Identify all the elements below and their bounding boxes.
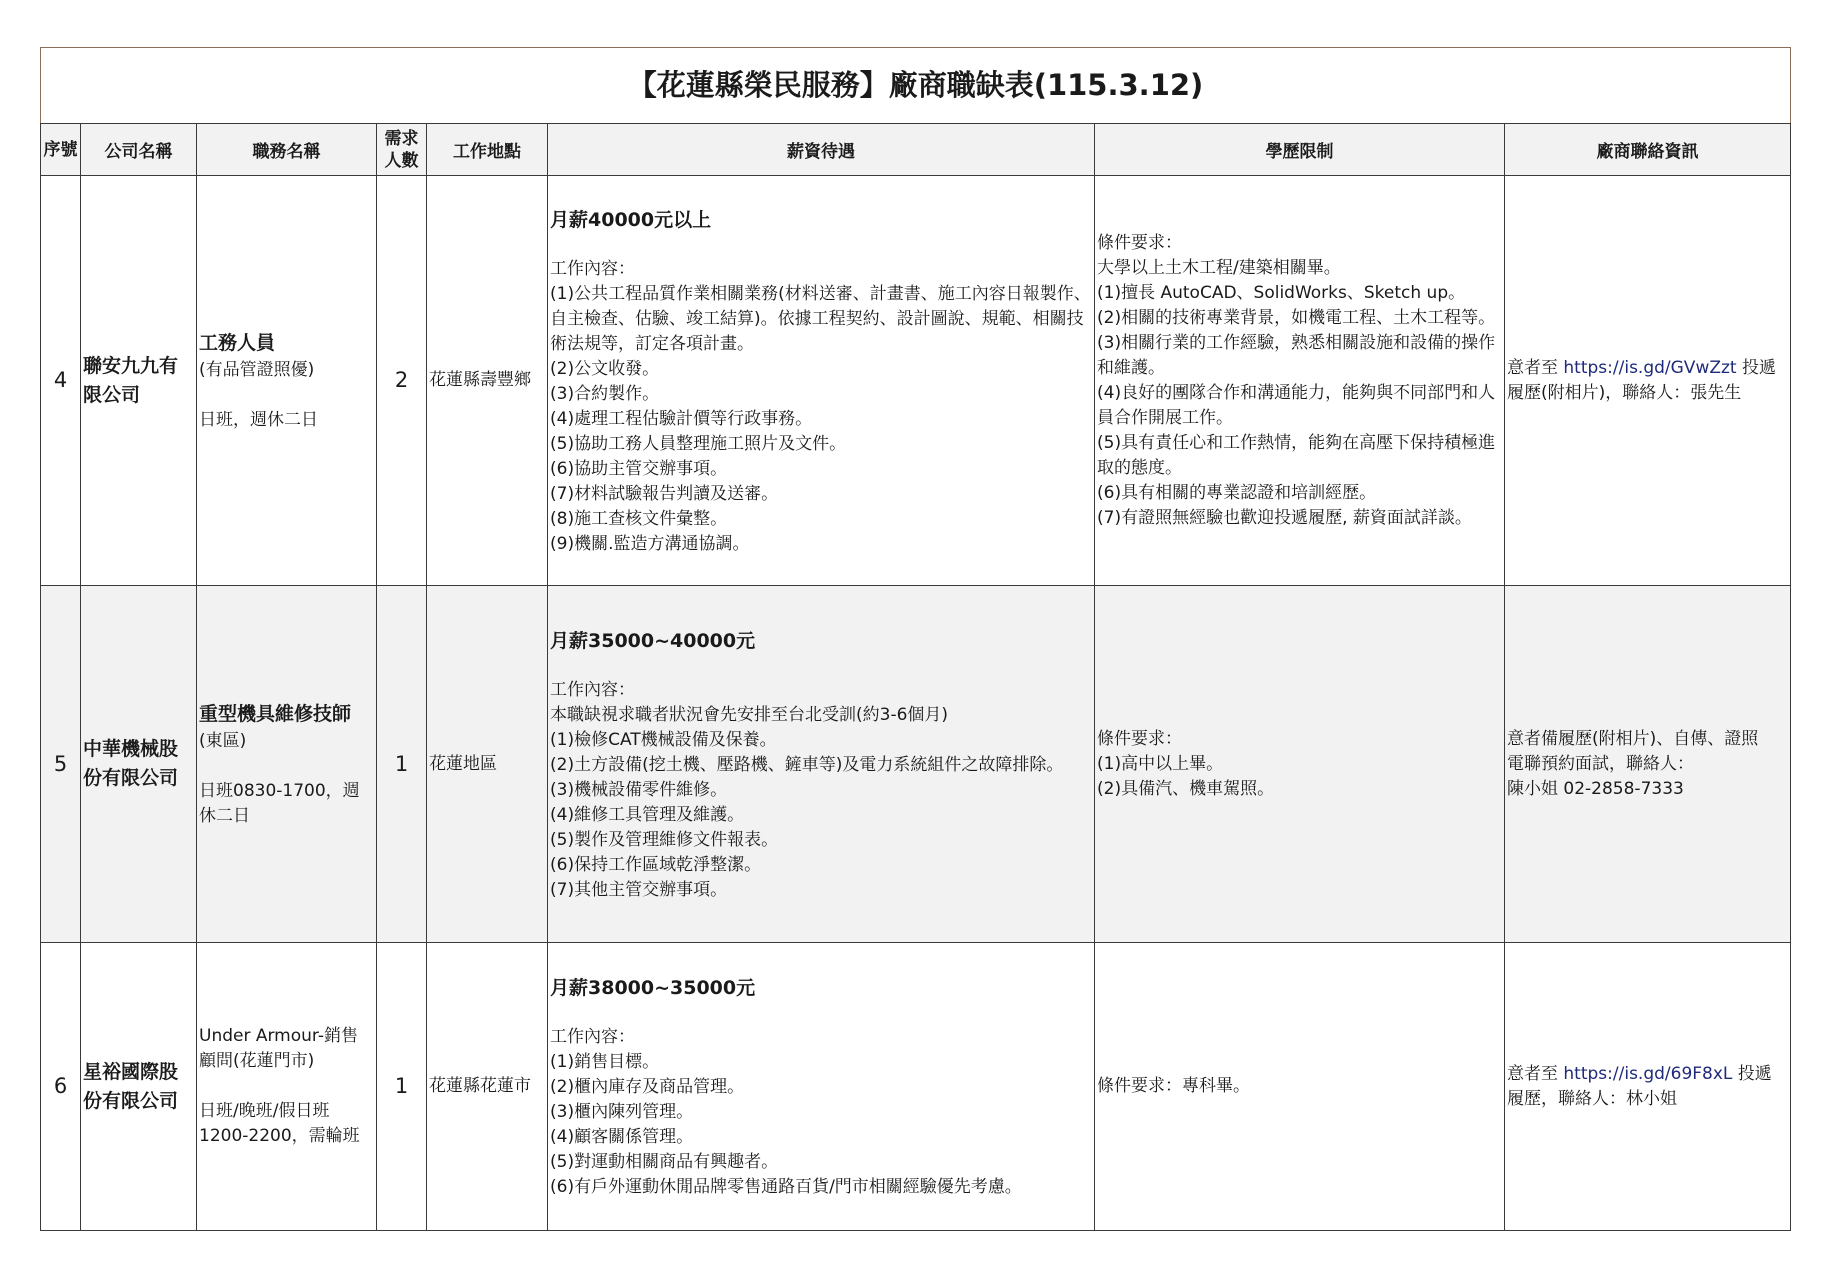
contact-cell [1505, 176, 1791, 586]
requirement-line: (6)具有相關的專業認證和培訓經歷。 [1097, 482, 1377, 503]
job-title: Under Armour-銷售顧問(花蓮門市) [199, 1026, 358, 1071]
header-company: 公司名稱 [81, 124, 197, 176]
job-note: (有品管證照優) [199, 360, 315, 380]
apply-link[interactable]: https://is.gd/69F8xL [1563, 1063, 1733, 1084]
duty-line: (5)協助工務人員整理施工照片及文件。 [550, 433, 847, 454]
contact-cell [1505, 943, 1791, 1231]
contact-text: 投遞履歷(附相片)，聯絡人：張先生 [1507, 357, 1776, 403]
requirement-line: (1)擅長 AutoCAD、SolidWorks、Sketch up。 [1097, 282, 1466, 303]
header-contact: 廠商聯絡資訊 [1505, 124, 1791, 176]
job-cell [197, 586, 377, 943]
duty-line: (5)製作及管理維修文件報表。 [550, 829, 779, 850]
requirement-line: (2)相關的技術專業背景，如機電工程、土木工程等。 [1097, 307, 1496, 328]
education-cell [1095, 586, 1505, 943]
header-location: 工作地點 [427, 124, 548, 176]
headcount: 2 [377, 176, 427, 586]
work-location: 花蓮地區 [427, 586, 548, 943]
requirement-line: (5)具有責任心和工作熱情，能夠在高壓下保持積極進取的態度。 [1097, 432, 1496, 478]
duty-line: (3)合約製作。 [550, 383, 660, 404]
contact-cell [1505, 586, 1791, 943]
contact-line: 電聯預約面試，聯絡人： [1507, 753, 1694, 774]
contact-line: 意者備履歷(附相片)、自傳、證照 [1507, 728, 1759, 749]
company-name: 聯安九九有限公司 [81, 176, 197, 586]
duty-line: (4)處理工程估驗計價等行政事務。 [550, 408, 813, 429]
duty-line: (1)檢修CAT機械設備及保養。 [550, 729, 777, 750]
header-seq: 序號 [41, 124, 81, 176]
header-count: 需求人數 [377, 124, 427, 176]
salary-title: 月薪35000~40000元 [550, 629, 756, 652]
duty-line: (7)其他主管交辦事項。 [550, 879, 728, 900]
row-seq: 5 [41, 586, 81, 943]
duty-line: (6)協助主管交辦事項。 [550, 458, 728, 479]
duty-line: 本職缺視求職者狀況會先安排至台北受訓(約3-6個月) [550, 704, 949, 725]
requirement-line: 條件要求： [1097, 232, 1182, 253]
duty-line: (7)材料試驗報告判讀及送審。 [550, 483, 779, 504]
requirement-line: (1)高中以上畢。 [1097, 753, 1224, 774]
duty-line: (2)櫃內庫存及商品管理。 [550, 1077, 745, 1097]
job-schedule: 日班/晚班/假日班1200-2200，需輪班 [199, 1101, 360, 1146]
job-table-sheet [40, 47, 1790, 1231]
page-title: 【花蓮縣榮民服務】廠商職缺表(115.3.12) [41, 48, 1791, 124]
contact-text: 意者至 [1507, 1063, 1564, 1084]
contact-line: 陳小姐 02-2858-7333 [1507, 778, 1684, 799]
company-name: 星裕國際股份有限公司 [81, 943, 197, 1231]
contact-text: 意者至 [1507, 357, 1564, 378]
requirement-line: (3)相關行業的工作經驗，熟悉相關設施和設備的操作和維護。 [1097, 332, 1496, 378]
requirement-line: (7)有證照無經驗也歡迎投遞履歷, 薪資面試詳談。 [1097, 507, 1472, 528]
duty-line: (1)銷售目標。 [550, 1052, 660, 1072]
contact-text: 投遞履歷，聯絡人：林小姐 [1507, 1063, 1772, 1109]
duty-line: (4)維修工具管理及維護。 [550, 804, 745, 825]
job-title: 工務人員 [199, 332, 276, 354]
job-note: (東區) [199, 731, 247, 751]
duty-line: (2)公文收發。 [550, 358, 660, 379]
duty-line: 工作內容： [550, 258, 635, 279]
work-location: 花蓮縣花蓮市 [427, 943, 548, 1231]
duty-line: 工作內容： [550, 679, 635, 700]
table-row [41, 586, 1791, 943]
duty-line: (6)有戶外運動休閒品牌零售通路百貨/門市相關經驗優先考慮。 [550, 1177, 1022, 1197]
company-name: 中華機械股份有限公司 [81, 586, 197, 943]
job-schedule: 日班0830-1700，週休二日 [199, 781, 360, 826]
duty-line: (4)顧客關係管理。 [550, 1127, 694, 1147]
apply-link[interactable]: https://is.gd/GVwZzt [1563, 357, 1737, 378]
headcount: 1 [377, 586, 427, 943]
duty-line: (3)櫃內陳列管理。 [550, 1102, 694, 1122]
job-schedule: 日班，週休二日 [199, 410, 318, 430]
duty-line: (2)土方設備(挖土機、壓路機、鏟車等)及電力系統組件之故障排除。 [550, 754, 1064, 775]
work-location: 花蓮縣壽豐鄉 [427, 176, 548, 586]
header-salary: 薪資待遇 [548, 124, 1095, 176]
header-job: 職務名稱 [197, 124, 377, 176]
salary-cell [548, 176, 1095, 586]
requirement-line: (2)具備汽、機車駕照。 [1097, 778, 1275, 799]
duty-line: (6)保持工作區域乾淨整潔。 [550, 854, 762, 875]
requirement-line: 條件要求：專科畢。 [1097, 1076, 1250, 1096]
duty-line: (3)機械設備零件維修。 [550, 779, 728, 800]
salary-cell [548, 943, 1095, 1231]
education-cell [1095, 943, 1505, 1231]
job-title: 重型機具維修技師 [199, 703, 352, 725]
header-education: 學歷限制 [1095, 124, 1505, 176]
job-table [40, 47, 1791, 1231]
duty-line: (1)公共工程品質作業相關業務(材料送審、計畫書、施工內容日報製作、自主檢查、估驗、竣工結算)。依據工程契約、設計圖說、規範、相關技術法規等，訂定各項計畫。 [550, 283, 1091, 354]
table-row [41, 176, 1791, 586]
table-row [41, 943, 1791, 1231]
salary-title: 月薪40000元以上 [550, 208, 712, 231]
duty-line: (5)對運動相關商品有興趣者。 [550, 1152, 779, 1172]
duty-line: (8)施工查核文件彙整。 [550, 508, 728, 529]
headcount: 1 [377, 943, 427, 1231]
table-header [41, 124, 1791, 176]
requirement-line: (4)良好的團隊合作和溝通能力，能夠與不同部門和人員合作開展工作。 [1097, 382, 1496, 428]
duty-line: (9)機關.監造方溝通協調。 [550, 533, 750, 554]
salary-title: 月薪38000~35000元 [550, 977, 756, 999]
education-cell [1095, 176, 1505, 586]
job-cell [197, 176, 377, 586]
salary-cell [548, 586, 1095, 943]
duty-line: 工作內容： [550, 1027, 635, 1047]
requirement-line: 條件要求： [1097, 728, 1182, 749]
job-cell [197, 943, 377, 1231]
row-seq: 6 [41, 943, 81, 1231]
row-seq: 4 [41, 176, 81, 586]
requirement-line: 大學以上土木工程/建築相關畢。 [1097, 257, 1341, 278]
